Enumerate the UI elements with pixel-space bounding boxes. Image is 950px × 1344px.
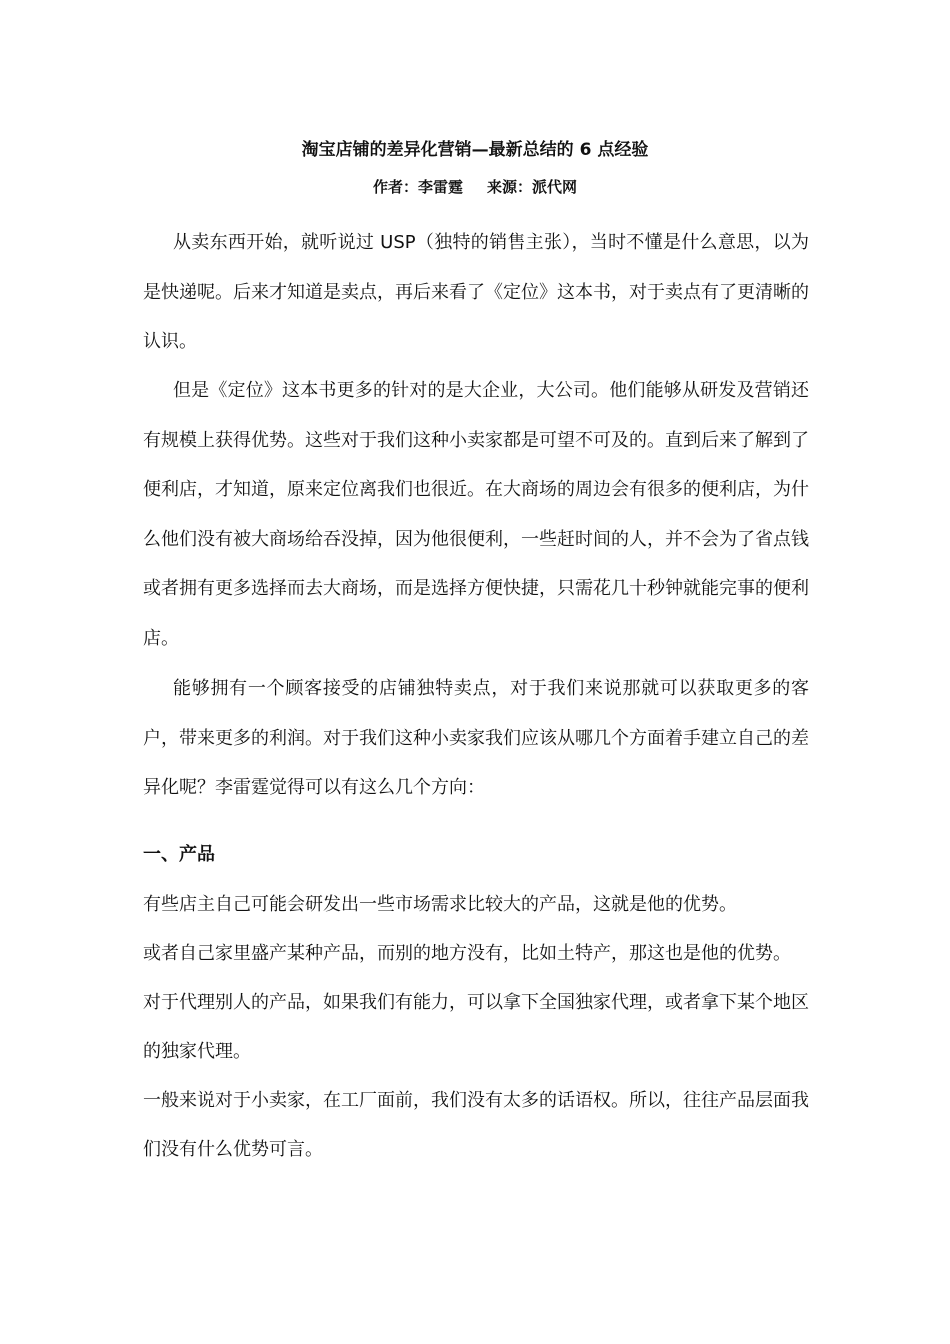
section-paragraph: 对于代理别人的产品，如果我们有能力，可以拿下全国独家代理，或者拿下某个地区的独家代理。	[143, 992, 809, 1062]
section-body-product	[143, 880, 809, 1174]
author-label: 作者：李雷霆	[372, 178, 463, 196]
section-paragraph: 有些店主自己可能会研发出一些市场需求比较大的产品，这就是他的优势。	[143, 894, 737, 915]
intro-paragraph-2: 但是《定位》这本书更多的针对的是大企业，大公司。他们能够从研发及营销还有规模上获得优势。这些对于我们这种小卖家都是可望不可及的。直到后来了解到了便利店，才知道，原来定位离我们也很近。在大商场的周边会有很多的便利店，为什么他们没有被大商场给吞没掉，因为他很便利，一些赶时间的人，并不会为了省点钱或者拥有更多选择而去大商场，而是选择方便快捷，只需花几十秒钟就能完事的便利店。	[143, 380, 809, 649]
intro-paragraph-1: 从卖东西开始，就听说过 USP（独特的销售主张），当时不懂是什么意思，以为是快递呢。后来才知道是卖点，再后来看了《定位》这本书，对于卖点有了更清晰的认识。	[143, 232, 809, 352]
article-title: 淘宝店铺的差异化营销—最新总结的 6 点经验	[301, 140, 649, 160]
section-paragraph: 或者自己家里盛产某种产品，而别的地方没有，比如土特产，那这也是他的优势。	[143, 943, 791, 964]
source-label: 来源：派代网	[487, 178, 578, 196]
article-byline	[0, 175, 950, 199]
section-heading-product: 一、产品	[143, 844, 215, 865]
section-paragraph: 一般来说对于小卖家，在工厂面前，我们没有太多的话语权。所以，往往产品层面我们没有什么优势可言。	[143, 1090, 809, 1160]
intro-paragraph-3: 能够拥有一个顾客接受的店铺独特卖点，对于我们来说那就可以获取更多的客户，带来更多的利润。对于我们这种小卖家我们应该从哪几个方面着手建立自己的差异化呢？李雷霆觉得可以有这么几个方向：	[143, 678, 809, 798]
